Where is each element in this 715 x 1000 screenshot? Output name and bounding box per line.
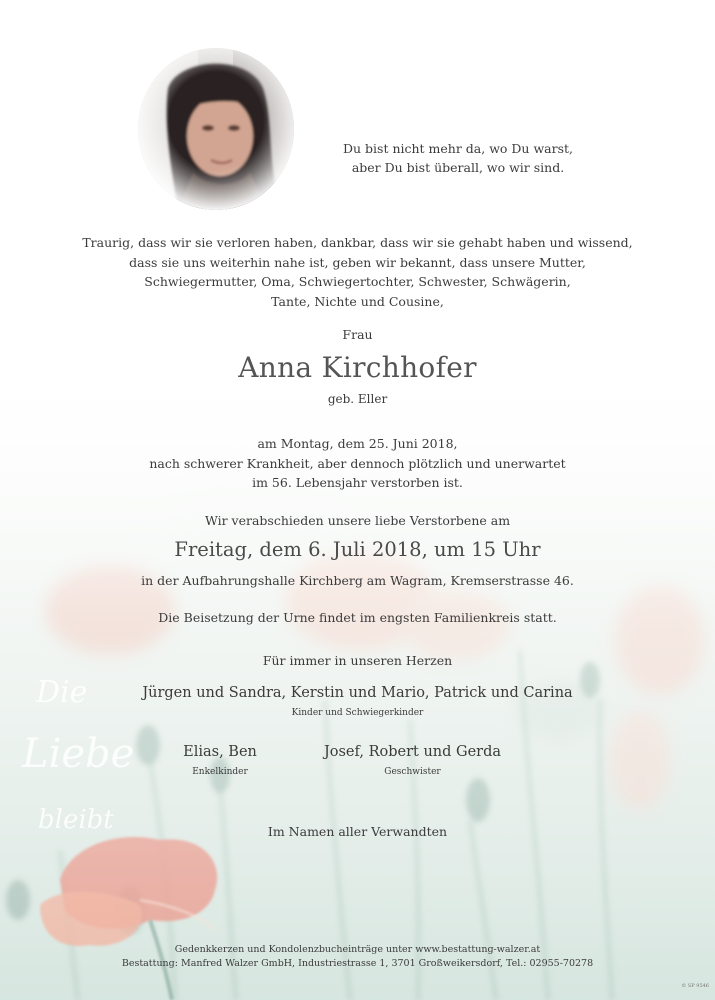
intro-line: Tante, Nichte und Cousine, (271, 293, 444, 309)
farewell-date: Freitag, dem 6. Juli 2018, um 15 Uhr (174, 538, 541, 561)
salutation: Frau (342, 327, 373, 342)
relatives-line: Im Namen aller Verwandten (267, 824, 448, 839)
print-code: © SP 9546 (681, 983, 709, 989)
death-notice-line: nach schwerer Krankheit, aber dennoch plötzlich und unerwartet (149, 455, 566, 471)
grandchildren-caption: Enkelkinder (192, 767, 248, 777)
intro-line: dass sie uns weiterhin nahe ist, geben wir bekannt, dass unsere Mutter, (129, 254, 586, 270)
footer-condolence-line: Gedenkkerzen und Kondolenzbucheinträge unter www.bestattung-walzer.at (174, 944, 541, 955)
death-notice-line: am Montag, dem 25. Juni 2018, (257, 436, 458, 451)
farewell-location: in der Aufbahrungshalle Kirchberg am Wagram, Kremserstrasse 46. (141, 573, 574, 588)
children-caption: Kinder und Schwiegerkinder (291, 708, 424, 718)
deceased-name: Anna Kirchhofer (238, 351, 477, 384)
intro-line: Traurig, dass wir sie verloren haben, dankbar, dass wir sie gehabt haben und wissend, (82, 235, 633, 250)
siblings-caption: Geschwister (384, 767, 441, 777)
death-notice (100, 434, 615, 493)
quote (318, 139, 598, 177)
siblings-names: Josef, Robert und Gerda (323, 744, 502, 760)
burial-note: Die Beisetzung der Urne findet im engsten Familienkreis statt. (158, 610, 557, 625)
portrait-photo (138, 48, 294, 210)
children-names: Jürgen und Sandra, Kerstin und Mario, Patrick und Carina (142, 685, 573, 701)
grandchildren-names: Elias, Ben (183, 744, 257, 760)
background-script-word: Die (36, 675, 88, 710)
background-script-word: bleibt (38, 805, 114, 835)
maiden-name: geb. Eller (327, 392, 388, 406)
death-notice-line: im 56. Lebensjahr verstorben ist. (252, 475, 463, 490)
quote-line: Du bist nicht mehr da, wo Du warst, (343, 141, 573, 156)
intro-text (40, 233, 675, 311)
intro-line: Schwiegermutter, Oma, Schwiegertochter, Schwester, Schwägerin, (144, 274, 571, 289)
footer-funeral-home-line: Bestattung: Manfred Walzer GmbH, Industriestrasse 1, 3701 Großweikersdorf, Tel.: 02955-70278 (121, 958, 594, 969)
background-script-word: Liebe (22, 731, 135, 777)
farewell-intro: Wir verabschieden unsere liebe Verstorbene am (204, 513, 511, 528)
quote-line: aber Du bist überall, wo wir sind. (351, 160, 565, 175)
hearts-line: Für immer in unseren Herzen (262, 653, 453, 668)
